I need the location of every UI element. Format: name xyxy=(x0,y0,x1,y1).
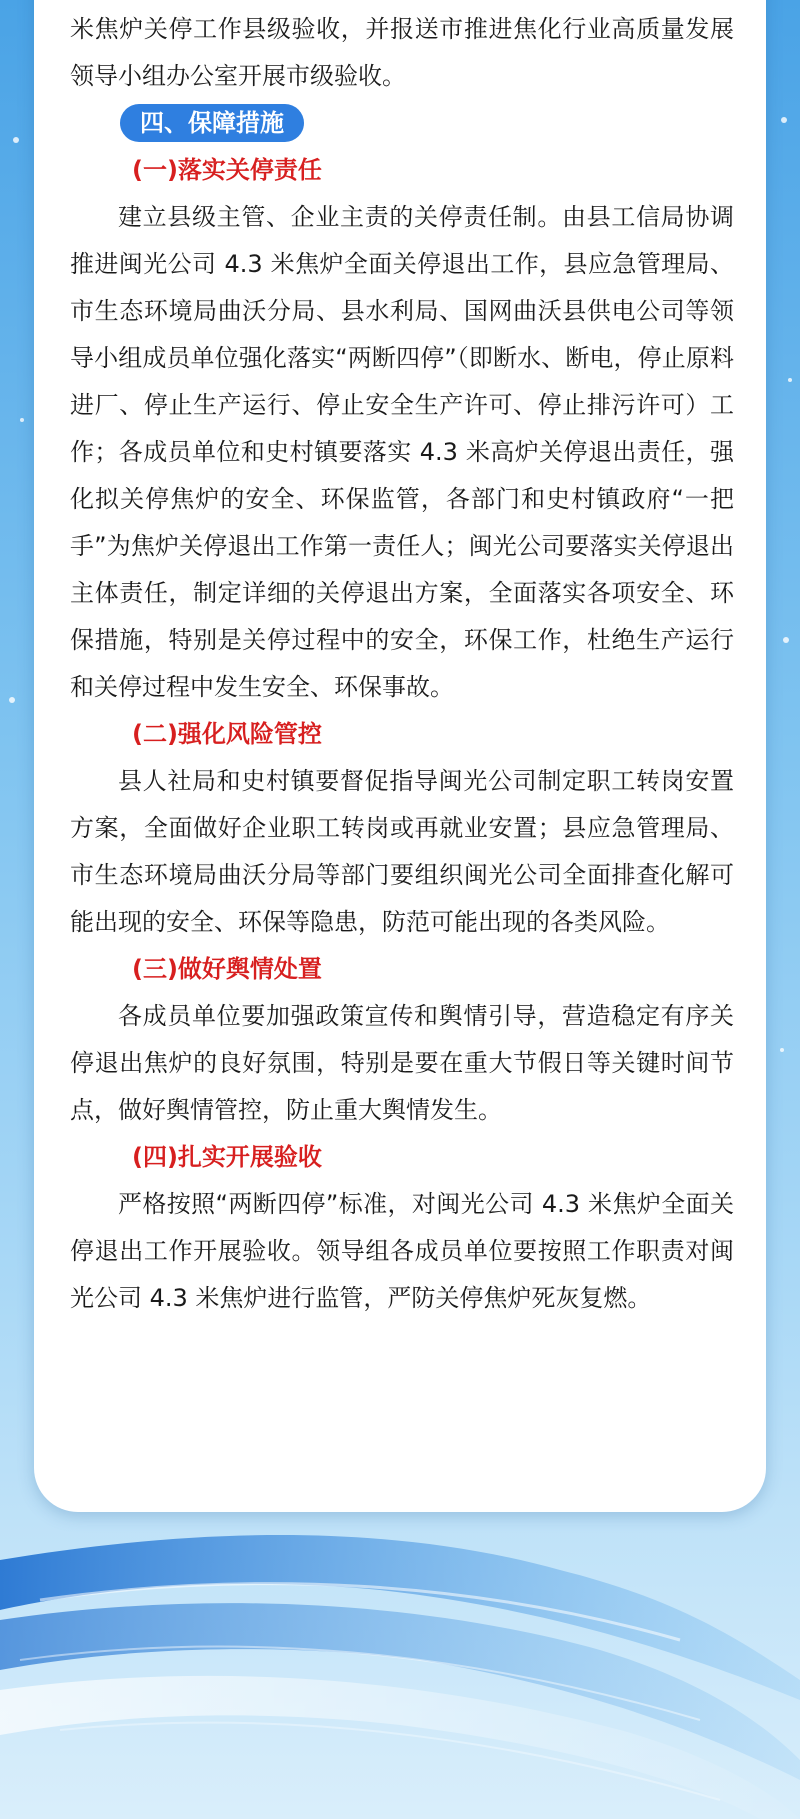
subsection-paragraph-4: 严格按照“两断四停”标准，对闽光公司 4.3 米焦炉全面关停退出工作开展验收。领导组各成员单位要按照工作职责对闽光公司 4.3 米焦炉进行监管，严防关停焦炉死灰复燃。 xyxy=(70,1190,734,1312)
document-content xyxy=(70,6,734,1322)
subsection-paragraph-1: 建立县级主管、企业主责的关停责任制。由县工信局协调推进闽光公司 4.3 米焦炉全面关停退出工作，县应急管理局、市生态环境局曲沃分局、县水利局、国网曲沃县供电公司等领导小组成员单位强化落实“两断四停”（即断水、断电，停止原料进厂、停止生产运行、停止安全生产许可、停止排污许可）工作；各成员单位和史村镇要落实 4.3 米高炉关停退出责任，强化拟关停焦炉的安全、环保监管，各部门和史村镇政府“一把手”为焦炉关停退出工作第一责任人；闽光公司要落实关停退出主体责任，制定详细的关停退出方案，全面落实各项安全、环保措施，特别是关停过程中的安全，环保工作，杜绝生产运行和关停过程中发生安全、环保事故。 xyxy=(70,203,734,701)
subsection-heading-4: (四)扎实开展验收 xyxy=(132,1143,322,1171)
subsection-heading-1: (一)落实关停责任 xyxy=(132,156,322,184)
subsection-heading-3: (三)做好舆情处置 xyxy=(132,955,322,983)
subsection-paragraph-3: 各成员单位要加强政策宣传和舆情引导，营造稳定有序关停退出焦炉的良好氛围，特别是要在重大节假日等关键时间节点，做好舆情管控，防止重大舆情发生。 xyxy=(70,1002,734,1124)
subsection-paragraph-2: 县人社局和史村镇要督促指导闽光公司制定职工转岗安置方案，全面做好企业职工转岗或再就业安置；县应急管理局、市生态环境局曲沃分局等部门要组织闽光公司全面排查化解可能出现的安全、环保等隐患，防范可能出现的各类风险。 xyxy=(70,767,734,936)
intro-paragraph: 米焦炉关停工作县级验收，并报送市推进焦化行业高质量发展领导小组办公室开展市级验收。 xyxy=(70,15,734,90)
subsection-heading-2: (二)强化风险管控 xyxy=(132,720,322,748)
section-title-badge: 四、保障措施 xyxy=(120,104,304,142)
